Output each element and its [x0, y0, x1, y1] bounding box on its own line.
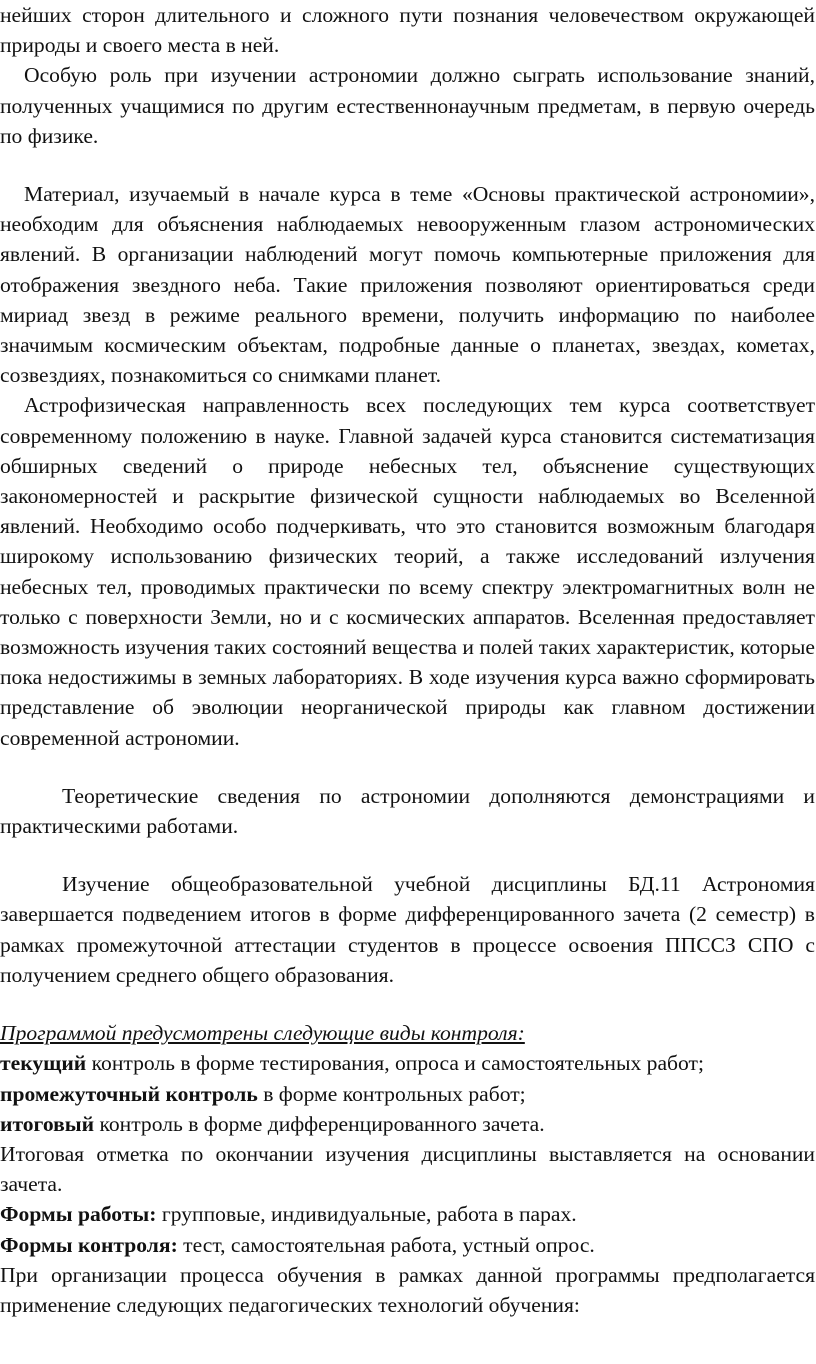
work-forms-label: Формы работы:: [0, 1202, 157, 1227]
paragraph-physics-role: Особую роль при изучении астрономии должно сыграть использование знаний, полученных учащимися по другим естественнонаучным предметам, в первую очередь по физике.: [0, 63, 815, 148]
control-forms-line: [0, 1230, 815, 1260]
control-item-text: контроль в форме дифференцированного зачета.: [94, 1111, 545, 1136]
paragraph-course-completion: Изучение общеобразовательной учебной дисциплины БД.11 Астрономия завершается подведением итогов в форме дифференцированного зачета (2 семестр) в рамках промежуточной аттестации студентов в процессе освоения ППССЗ СПО с получением среднего общего образования.: [0, 872, 815, 987]
control-item-text: в форме контрольных работ;: [257, 1081, 526, 1106]
spacer: [0, 753, 815, 781]
control-item-term: промежуточный контроль: [0, 1081, 258, 1106]
paragraph-intro-continuation: нейших сторон длительного и сложного пути познания человечеством окружающей природы и своего места в ней.: [0, 3, 815, 58]
spacer: [0, 151, 815, 179]
paragraph-astrophysics: Астрофизическая направленность всех последующих тем курса соответствует современному положению в науке. Главной задачей курса становится систематизация обширных сведений о природе небесных тел, объяснение существующих закономерностей и раскрытие физической сущности наблюдаемых во Вселенной явлений. Необходимо особо подчеркивать, что это становится возможным благодаря широкому использованию физических теорий, а также исследований излучения небесных тел, проводимых практически по всему спектру электромагнитных волн не только с поверхности Земли, но и с космических аппаратов. Вселенная предоставляет возможность изучения таких состояний вещества и полей таких характеристик, которые пока недостижимы в земных лабораториях. В ходе изучения курса важно сформировать представление об эволюции неорганической природы как главном достижении современной астрономии.: [0, 393, 815, 750]
spacer: [0, 990, 815, 1018]
paragraph-theory-demos: Теоретические сведения по астрономии дополняются демонстрациями и практическими работами.: [0, 783, 815, 839]
control-item-current: [0, 1048, 815, 1078]
control-types-intro: Программой предусмотрены следующие виды контроля:: [0, 1021, 525, 1046]
control-item-intermediate: [0, 1079, 815, 1109]
paragraph-technologies: При организации процесса обучения в рамках данной программы предполагается применение следующих педагогических технологий обучения:: [0, 1262, 815, 1317]
paragraph-final-grade: Итоговая отметка по окончании изучения дисциплины выставляется на основании зачета.: [0, 1141, 815, 1197]
control-item-final: [0, 1109, 815, 1139]
control-types-heading: [0, 1018, 815, 1048]
control-forms-value: тест, самостоятельная работа, устный опрос.: [177, 1232, 595, 1257]
control-item-text: контроль в форме тестирования, опроса и самостоятельных работ;: [86, 1051, 704, 1076]
work-forms-value: групповые, индивидуальные, работа в парах.: [156, 1202, 577, 1227]
paragraph-practical-astronomy: Материал, изучаемый в начале курса в теме «Основы практической астрономии», необходим для объяснения наблюдаемых невооруженным глазом астрономических явлений. В организации наблюдений могут помочь компьютерные приложения для отображения звездного неба. Такие приложения позволяют ориентироваться среди мириад звезд в режиме реального времени, получить информацию по наиболее значимым космическим объектам, подробные данные о планетах, звездах, кометах, созвездиях, познакомиться со снимками планет.: [0, 182, 815, 388]
control-item-term: итоговый: [0, 1111, 95, 1136]
spacer: [0, 841, 815, 869]
work-forms-line: [0, 1199, 815, 1229]
control-item-term: текущий: [0, 1051, 87, 1076]
control-forms-label: Формы контроля:: [0, 1232, 178, 1257]
